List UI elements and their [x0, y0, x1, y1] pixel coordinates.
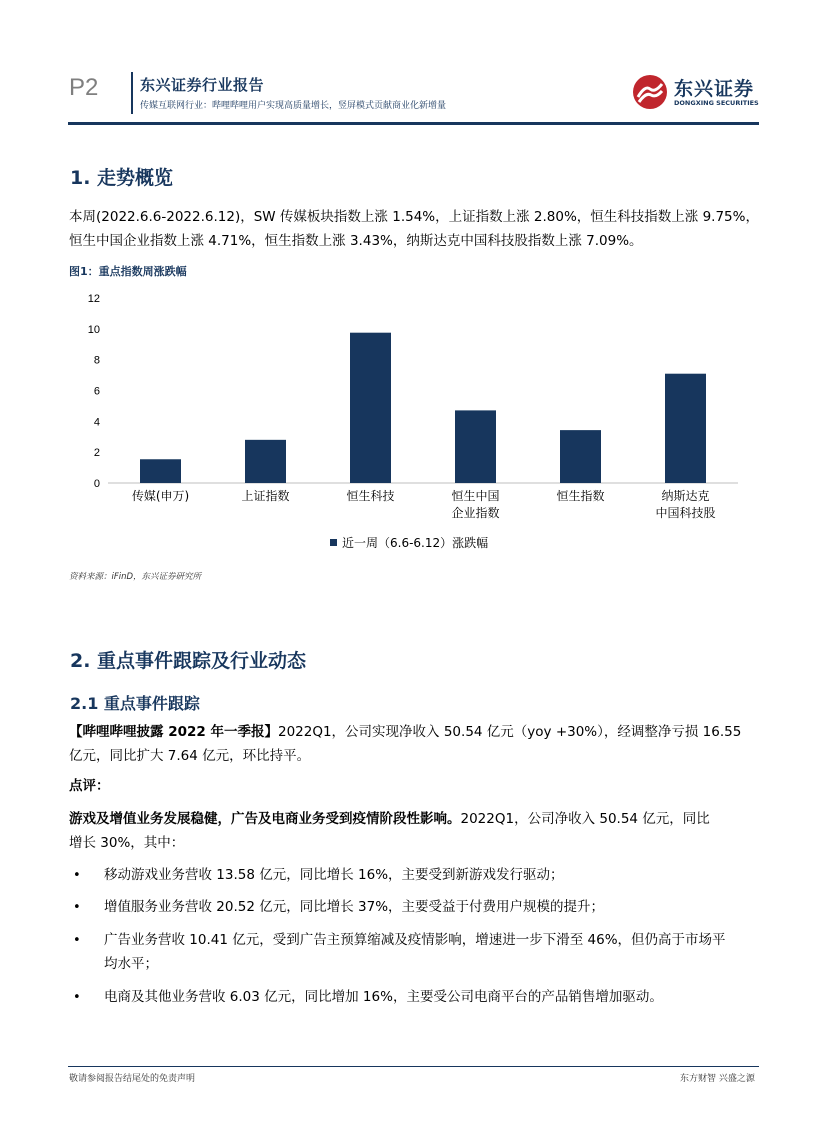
x-tick-label: 恒生中国	[451, 489, 500, 503]
bar	[560, 430, 601, 483]
y-tick-label: 4	[93, 416, 100, 429]
comment-text: 2022Q1，公司净收入 50.54 亿元，同比	[460, 811, 710, 827]
y-tick-label: 2	[93, 447, 100, 460]
figure-source: 资料来源：iFinD，东兴证券研究所	[69, 572, 202, 582]
x-tick-label: 企业指数	[451, 506, 500, 520]
legend-swatch	[330, 539, 337, 546]
x-tick-label: 中国科技股	[655, 506, 716, 520]
y-tick-label: 12	[87, 293, 100, 305]
event-text-1: 2022Q1，公司实现净收入 50.54 亿元（yoy +30%），经调整净亏损 16.55	[277, 724, 742, 740]
company-logo	[631, 73, 761, 113]
footer-rule	[68, 1066, 759, 1067]
bar	[245, 440, 286, 483]
section-1-paragraph-line-2: 恒生中国企业指数上涨 4.71%，恒生指数上涨 3.43%，纳斯达克中国科技股指数上涨 7.09%。	[69, 233, 643, 249]
figure-caption: 图1：重点指数周涨跌幅	[69, 265, 187, 278]
footer-disclaimer: 敬请参阅报告结尾处的免责声明	[69, 1074, 196, 1084]
logo-chinese-text: 东兴证券	[674, 78, 755, 100]
report-series-title: 东兴证券行业报告	[140, 76, 265, 94]
header-rule	[68, 122, 759, 125]
logo-mark-icon	[631, 73, 669, 111]
y-tick-label: 6	[93, 385, 100, 398]
bar	[455, 410, 496, 483]
index-change-bar-chart	[68, 288, 758, 558]
comment-line-2: 增长 30%，其中：	[69, 835, 185, 851]
event-title: 【哔哩哔哩披露 2022 年一季报】	[69, 724, 278, 740]
x-tick-label: 传媒(申万)	[131, 489, 190, 503]
logo-english-text: DONGXING SECURITIES	[674, 99, 759, 107]
section-2-heading: 2. 重点事件跟踪及行业动态	[70, 650, 307, 672]
bar	[665, 374, 706, 483]
x-tick-label: 上证指数	[241, 489, 290, 503]
report-subtitle: 传媒互联网行业：哔哩哔哩用户实现高质量增长，竖屏模式贡献商业化新增量	[140, 101, 447, 111]
bullet-dot: •	[73, 933, 81, 948]
footer-slogan: 东方财智 兴盛之源	[680, 1074, 755, 1084]
bullet-dot: •	[73, 990, 81, 1005]
comment-bold-lead: 游戏及增值业务发展稳健，广告及电商业务受到疫情阶段性影响。	[69, 811, 461, 827]
bar	[350, 333, 391, 483]
event-line-2: 亿元，同比扩大 7.64 亿元，环比持平。	[69, 748, 311, 764]
y-tick-label: 8	[93, 354, 100, 367]
comment-label: 点评：	[69, 778, 110, 794]
bar	[140, 459, 181, 483]
x-tick-label: 恒生科技	[346, 489, 395, 503]
bullet-item-2: 增值服务业务营收 20.52 亿元，同比增长 37%，主要受益于付费用户规模的提升；	[104, 899, 605, 915]
section-2-1-heading: 2.1 重点事件跟踪	[70, 694, 200, 713]
legend-label: 近一周（6.6-6.12）涨跌幅	[342, 536, 489, 550]
page-number: P2	[69, 74, 99, 101]
bullet-dot: •	[73, 868, 81, 883]
header-divider	[131, 72, 133, 114]
x-tick-label: 恒生指数	[556, 489, 605, 503]
y-tick-label: 10	[87, 323, 100, 336]
section-1-heading: 1. 走势概览	[70, 167, 174, 189]
bullet-item-4: 电商及其他业务营收 6.03 亿元，同比增加 16%，主要受公司电商平台的产品销售增加驱动。	[104, 989, 663, 1005]
section-1-paragraph-line-1: 本周(2022.6.6-2022.6.12)，SW 传媒板块指数上涨 1.54%，上证指数上涨 2.80%，恒生科技指数上涨 9.75%，	[69, 209, 759, 225]
x-tick-label: 纳斯达克	[661, 489, 710, 503]
y-tick-label: 0	[93, 478, 100, 490]
bullet-item-3: 广告业务营收 10.41 亿元，受到广告主预算缩减及疫情影响，增速进一步下滑至 46%，但仍高于市场平	[104, 932, 726, 948]
bullet-dot: •	[73, 900, 81, 915]
bullet-item-3-continued: 均水平；	[104, 956, 158, 972]
bullet-item-1: 移动游戏业务营收 13.58 亿元，同比增长 16%，主要受到新游戏发行驱动；	[104, 867, 564, 883]
